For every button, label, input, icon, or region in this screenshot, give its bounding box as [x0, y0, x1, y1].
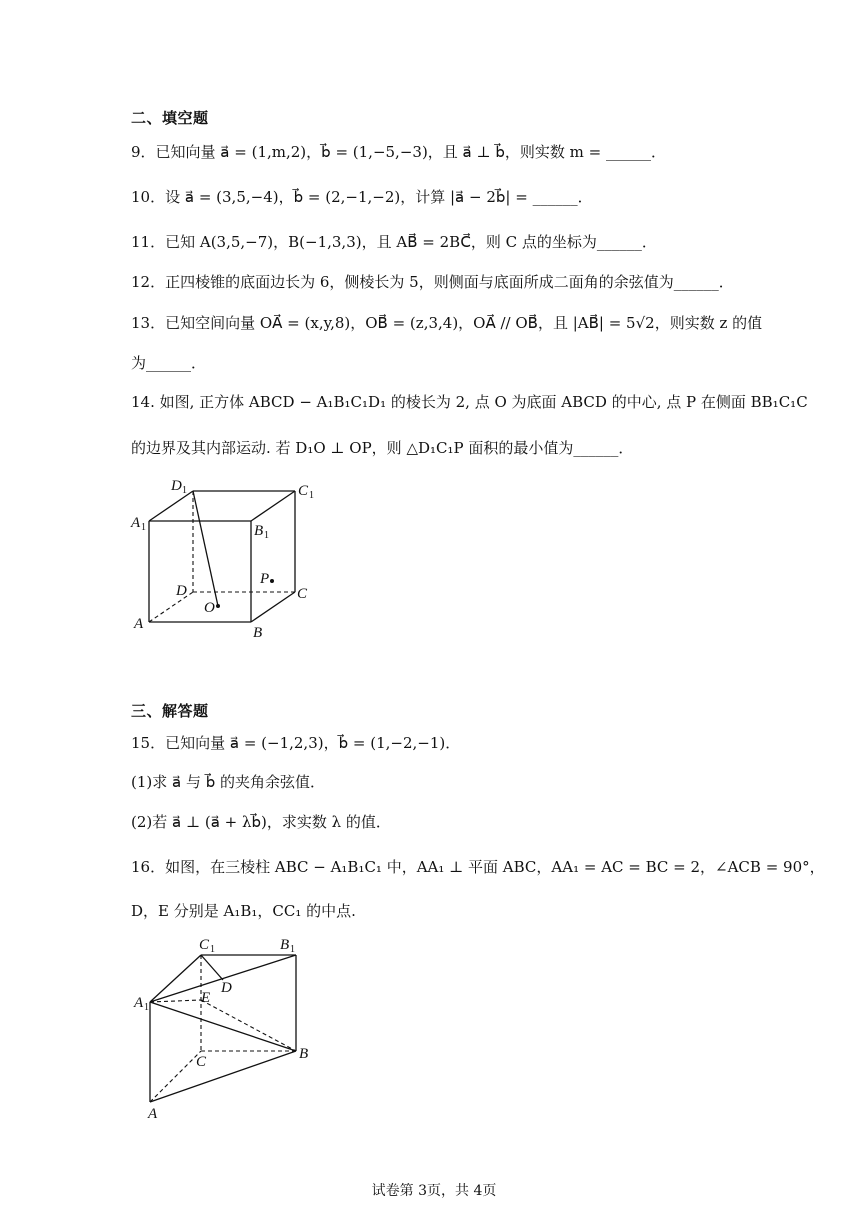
question-11: 11．已知 A(3,5,−7)，B(−1,3,3)，且 AB⃗ = 2BC⃗，则 C 点的坐标为______． — [131, 233, 657, 251]
question-15-part2: (2)若 a⃗ ⊥ (a⃗ + λb⃗)，求实数 λ 的值． — [131, 813, 391, 831]
question-14-line2: 的边界及其内部运动. 若 D₁O ⊥ OP，则 △D₁C₁P 面积的最小值为______． — [131, 439, 634, 457]
label-A1-sub: 1 — [144, 1002, 149, 1013]
label-A1: A — [134, 995, 144, 1011]
label-C1-sub: 1 — [309, 490, 314, 501]
label-C: C — [196, 1054, 207, 1070]
question-12: 12．正四棱锥的底面边长为 6，侧棱长为 5，则侧面与底面所成二面角的余弦值为______． — [131, 273, 734, 291]
label-A1-sub: 1 — [141, 522, 146, 533]
question-13-line2: 为______． — [131, 354, 207, 372]
question-16-line2: D，E 分别是 A₁B₁，CC₁ 的中点. — [131, 902, 356, 920]
label-D1-sub: 1 — [182, 485, 187, 496]
label-B1: B — [280, 937, 290, 953]
question-13-line1: 13．已知空间向量 OA⃗ = (x,y,8)，OB⃗ = (z,3,4)，OA⃗ // OB⃗，且 |AB⃗| = 5√2，则实数 z 的值 — [131, 314, 763, 332]
label-A1: A — [131, 515, 141, 531]
question-9: 9．已知向量 a⃗ = (1,m,2)，b⃗ = (1,−5,−3)，且 a⃗ ⊥ b⃗，则实数 m = ______． — [131, 143, 667, 161]
label-D1: D — [171, 478, 182, 494]
label-A: A — [148, 1106, 158, 1122]
question-16-line1: 16．如图，在三棱柱 ABC − A₁B₁C₁ 中，AA₁ ⊥ 平面 ABC，AA₁ = AC = BC = 2，∠ACB = 90°， — [131, 858, 825, 876]
question-10: 10．设 a⃗ = (3,5,−4)，b⃗ = (2,−1,−2)，计算 |a⃗ − 2b⃗| = ______． — [131, 188, 593, 206]
label-C1: C — [199, 937, 210, 953]
label-O: O — [204, 600, 215, 616]
question-14-line1: 14. 如图, 正方体 ABCD − A₁B₁C₁D₁ 的棱长为 2, 点 O 为底面 ABCD 的中心, 点 P 在侧面 BB₁C₁C — [131, 393, 808, 411]
label-D: D — [176, 583, 187, 599]
label-A: A — [134, 616, 144, 632]
label-C1: C — [298, 483, 309, 499]
label-E: E — [201, 990, 211, 1006]
section-title-fill-blank: 二、填空题 — [131, 109, 209, 127]
section-title-answer: 三、解答题 — [131, 702, 209, 720]
label-C: C — [297, 586, 308, 602]
label-C1-sub: 1 — [210, 944, 215, 955]
label-B1-sub: 1 — [264, 530, 269, 541]
page-footer: 试卷第 3页，共 4页 — [371, 1183, 497, 1199]
label-B1-sub: 1 — [290, 944, 295, 955]
label-B: B — [253, 625, 263, 641]
cube-figure — [125, 470, 335, 645]
label-P: P — [260, 571, 270, 587]
prism-figure — [128, 932, 328, 1122]
label-B: B — [299, 1046, 309, 1062]
question-15-part1: (1)求 a⃗ 与 b⃗ 的夹角余弦值． — [131, 773, 326, 791]
label-B1: B — [254, 523, 264, 539]
label-D: D — [221, 980, 232, 996]
question-15-stem: 15．已知向量 a⃗ = (−1,2,3)，b⃗ = (1,−2,−1)． — [131, 734, 461, 752]
